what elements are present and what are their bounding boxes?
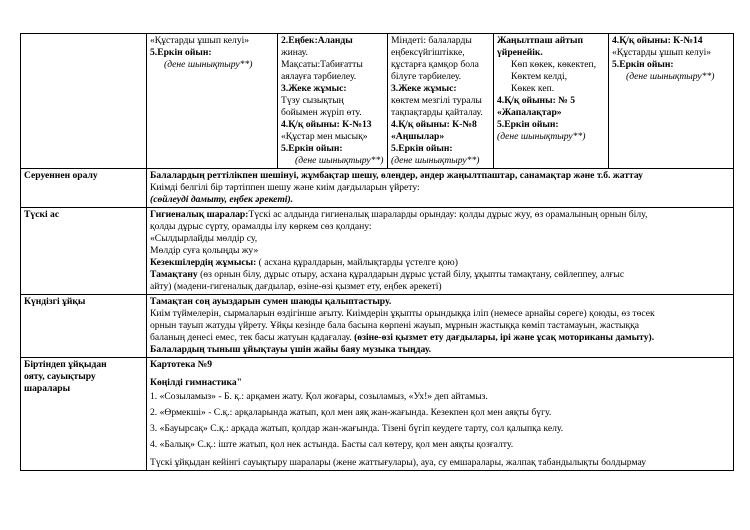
text-line: құстарға қамқор бола [391,58,479,70]
pe-note: (дене шынықтыру**) [164,58,253,70]
individual-work-label: 3.Жеке жұмыс: [391,82,457,94]
row-label: Серуеннен оралу [21,169,147,208]
duty-label: Кезекшілердің жұмысы: [150,256,257,268]
text-line: жинау. [281,46,308,58]
text-line: аялауға тәрбиелеу. [281,70,357,82]
free-play-label: 5.Еркін ойын: [391,142,453,154]
text-line: Балалардың реттілікпен шешінуі, жұмбақтар шешу, өлеңдер, әндер жаңылтпаштар, санамақтар және т.б. жаттау [150,170,643,181]
text-line: (сөйлеуді дамыту, еңбек әрекеті). [150,193,294,205]
exercise-item: 4. «Балық» С.қ.: іште жатып, қол нек астында. Басты сал көтеру, қол мен аяқты қозғалту. [150,438,514,450]
text-line: Балалардың тыныш ұйықтауы үшін жайы баяу музыка тыңдау. [150,343,432,355]
text-line: Түзу сызықтың [281,94,344,106]
text-line: Көктем келді, [511,70,568,82]
text-line: айту) (мәдени-гигеналық дағдылар, өзіне-өзі қызмет ету, еңбек әрекеті) [150,280,442,292]
text-line: Түскі ұйқыдан кейінгі сауықтыру шаралары (жене жаттығулары), ауа, су емшаралары, жалпақ табандылықты болдырмау [150,456,647,468]
tongue-twister-label: Жаңылтпаш айтып [497,35,584,46]
activities-row [21,34,734,169]
text-line: Түскі ас алдында гигиеналық шараларды орындау: қолды дұрыс жуу, өз орамалының орнын білу, [248,208,648,220]
row-label: Күндізгі ұйқы [21,294,147,357]
text-line: (өз орнын білу, дұрыс отыру, асхана құралдарын дұрыс ұстай білу, ұқыпты тамақтану, сөйлеппеу, алғыс [197,268,625,280]
text-line: көктем мезгілі туралы [391,94,482,106]
row-content [147,207,734,294]
return-from-walk-row [21,169,734,208]
mobile-game-label: 4.Қ/қ ойыны: К-№8 [391,118,477,130]
text-line: Көп көкек, көкектеп, [511,58,596,70]
game-title: «Құстарды ұшып келуі» [150,35,250,46]
wake-up-row [21,357,734,470]
text-line: ( асхана құралдарын, майлықтарды үстелге қою) [256,256,458,268]
free-play-label: 5.Еркін ойын: [281,142,343,154]
text-line: қолды дұрыс сүрту, орамалды ілу көркем сөз қолдану: [150,220,372,232]
individual-work-label: 3.Жеке жұмыс: [281,82,347,94]
free-play-label: 5.Еркін ойын: [150,46,212,58]
daily-plan-table [20,33,734,471]
text-line: бойымен жүріп өту. [281,106,362,118]
mobile-game-label: 4.Қ/қ ойыны: № 5 [497,94,576,106]
text-line: тақпақтарды қайталау. [391,106,483,118]
hygiene-label: Гигиеналық шаралар: [150,208,249,220]
nap-row [21,294,734,357]
exercise-item: 2. «Өрмекші» - С.қ.: арқаларында жатып, қол мен аяқ жан-жағында. Кезекпен қол мен аяқты бүгу. [150,406,552,418]
work-label: 2.Еңбек:Аланды [281,35,353,46]
gymnastics-title: Көңілді гимнастика" [150,376,242,388]
text-line: Көкек кеп. [511,82,555,94]
text-line: білуге тәрбиелеу. [391,70,462,82]
day-4-cell [494,34,609,169]
text-line: еңбексүйгіштікке, [391,46,465,58]
pe-note: (дене шынықтыру**) [391,154,480,166]
day-2-cell [278,34,388,169]
text-line: Міндеті: балаларды [391,35,472,46]
row-content [147,169,734,208]
pe-note: (дене шынықтыру**) [626,70,715,82]
text-line: баланың денесі емес, тек басы жатуын қадағалау. [150,331,352,343]
free-play-label: 5.Еркін ойын: [612,58,674,70]
day-1-cell [147,34,278,169]
row-label [21,357,147,470]
pe-note: (дене шынықтыру**) [497,130,586,142]
text-line: шаралары [24,382,71,394]
pe-note: (дене шынықтыру**) [295,154,384,166]
text-line: Мөлдір суға қолыңды жу» [150,244,259,256]
day-5-cell [609,34,734,169]
row-content [147,294,734,357]
row-label-empty [21,34,147,169]
exercise-item: 3. «Бауырсақ» С.қ.: арқада жатып, қолдар жан-жағында. Тізені бүгіп кеудеге тарту, сол қалыпқа келу. [150,422,564,434]
text-line: Киім түймелерін, сырмаларын өздігінше ағыту. Киімдерін ұқыпты орындыққа іліп (немесе арнайы сөреге) қоюды, өз төсек [150,307,655,319]
text-line: үйренейік. [497,46,543,58]
card-number: Картотека №9 [150,358,213,370]
mobile-game-label: 4.Қ/қ ойыны: К-№13 [281,118,372,130]
text-line: «Құстарды ұшып келуі» [612,46,712,58]
lunch-row [21,207,734,294]
free-play-label: 5.Еркін ойын: [497,118,559,130]
mobile-game-label: 4.Қ/қ ойыны: К-№14 [612,35,703,46]
text-line: Мақсаты:Табиғатты [281,58,363,70]
eating-label: Тамақтану [150,268,198,280]
text-line: орнын тауып жатуды үйрету. Ұйқы кезінде бала басына көрпені жауып, мұрнын жастыққа көміп тастамауын, жастыққа [150,319,640,331]
text-line: «Құстар мен мысық» [281,130,368,142]
text-line: Киімді белгілі бір тәртіппен шешу және киім дағдыларын үйрету: [150,181,420,193]
text-line: «Сылдырлайды мөлдір су, [150,232,258,244]
text-line: «Жапалақтар» [497,106,562,118]
text-line: ояту, сауықтыру [24,370,96,382]
row-content [147,357,734,470]
text-line: Біртіндеп ұйқыдан [24,358,107,370]
text-line: Тамақтан соң ауыздарын сумен шаюды қалыптастыру. [150,295,392,307]
exercise-item: 1. «Созыламыз» - Б. қ.: арқамен жату. Қол жоғары, созыламыз, «Ух!» деп айтамыз. [150,390,488,402]
day-3-cell [388,34,494,169]
text-line: (өзіне-өзі қызмет ету дағдылары, ірі және ұсақ моториканы дамыту). [351,331,655,343]
row-label: Түскі ас [21,207,147,294]
text-line: «Аңшылар» [391,130,445,142]
